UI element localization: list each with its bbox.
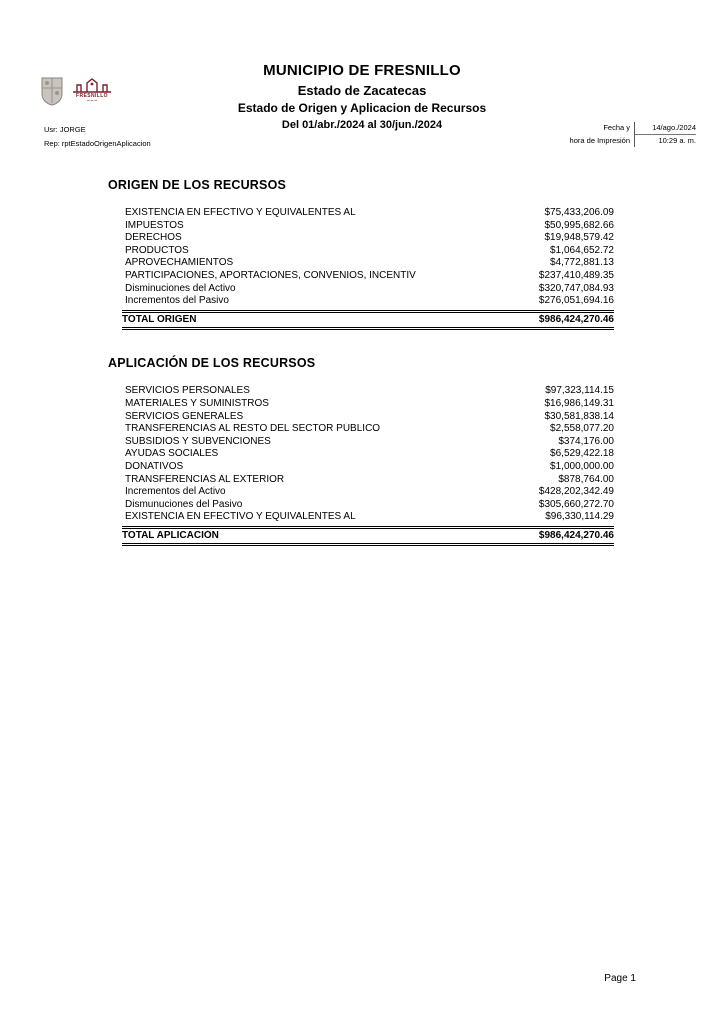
row-amount: $16,986,149.31 [544,397,614,409]
report-row [125,283,614,296]
row-amount: $19,948,579.42 [544,232,614,244]
row-label: SUBSIDIOS Y SUBVENCIONES [125,435,271,447]
row-label: IMPUESTOS [125,219,184,231]
fresnillo-logo-text: FRESNILLO [76,93,108,99]
row-amount: $428,202,342.49 [538,486,614,498]
report-row [125,385,614,398]
row-amount: $1,064,652.72 [550,244,614,256]
report-header [0,0,724,131]
report-row [125,411,614,424]
user-label: Usr: JORGE [44,125,86,134]
row-amount: $878,764.00 [558,473,614,485]
aplicacion-rows [125,385,614,524]
row-label: EXISTENCIA EN EFECTIVO Y EQUIVALENTES AL [125,511,356,523]
row-amount: $2,558,077.20 [550,423,614,435]
print-time: 10:29 a. m. [634,135,696,147]
row-amount: $50,995,682.66 [544,219,614,231]
origen-rows [125,207,614,308]
report-row [125,398,614,411]
report-row [125,245,614,258]
row-label: APROVECHAMIENTOS [125,257,234,269]
report-row [125,486,614,499]
section-origen [108,178,614,330]
report-row [125,270,614,283]
section-title-aplicacion: APLICACIÓN DE LOS RECURSOS [108,356,316,371]
print-label-line1: Fecha y [603,123,630,132]
state-subtitle: Estado de Zacatecas [297,83,427,98]
page-number: Page 1 [604,973,636,984]
row-amount: $305,660,272.70 [538,498,614,510]
report-row [125,499,614,512]
row-label: Disminuciones del Activo [125,282,236,294]
report-row [125,207,614,220]
report-meta-left [44,123,151,151]
row-amount: $97,323,114.15 [545,385,614,397]
total-row-aplicacion [122,526,614,547]
row-label: PRODUCTOS [125,244,189,256]
row-label: DERECHOS [125,232,182,244]
row-label: AYUDAS SOCIALES [125,448,219,460]
total-label-aplicacion: TOTAL APLICACIÓN [122,529,219,541]
row-amount: $237,410,489.35 [538,269,614,281]
report-row [125,461,614,474]
report-name: Estado de Origen y Aplicacion de Recursos [237,101,487,115]
print-date: 14/ago./2024 [634,122,696,135]
row-label: Dismunuciones del Pasivo [125,498,243,510]
report-row [125,232,614,245]
row-label: PARTICIPACIONES, APORTACIONES, CONVENIOS, INCENTIV [125,269,416,281]
row-amount: $30,581,838.14 [544,410,614,422]
fresnillo-logo [71,76,113,104]
total-row-origen [122,310,614,331]
row-amount: $4,772,881.13 [550,257,614,269]
total-amount-origen: $986,424,270.46 [538,313,614,325]
report-row [125,474,614,487]
report-row [125,436,614,449]
report-row [125,511,614,524]
row-label: SERVICIOS PERSONALES [125,385,250,397]
report-content [108,178,614,572]
logo-group [40,76,113,111]
row-amount: $320,747,084.93 [538,282,614,294]
report-row [125,257,614,270]
total-amount-aplicacion: $986,424,270.46 [538,529,614,541]
row-label: MATERIALES Y SUMINISTROS [125,397,269,409]
coat-of-arms-icon [40,76,64,111]
row-amount: $96,330,114.29 [545,511,614,523]
row-label: DONATIVOS [125,460,184,472]
row-label: EXISTENCIA EN EFECTIVO Y EQUIVALENTES AL [125,207,356,218]
fresnillo-logo-script: ~~~ [86,99,98,104]
print-info [570,122,696,147]
row-label: TRANSFERENCIAS AL RESTO DEL SECTOR PÚBLICO [125,423,381,435]
municipality-title: MUNICIPIO DE FRESNILLO [263,62,461,79]
row-label: TRANSFERENCIAS AL EXTERIOR [125,473,285,485]
row-amount: $75,433,206.09 [544,207,614,218]
row-amount: $1,000,000.00 [550,460,614,472]
report-row [125,295,614,308]
report-row [125,220,614,233]
row-label: SERVICIOS GENERALES [125,410,244,422]
report-id-label: Rep: rptEstadoOrigenAplicacion [44,139,151,148]
row-label: Incrementos del Activo [125,486,226,498]
row-label: Incrementos del Pasivo [125,295,229,307]
section-title-origen: ORIGEN DE LOS RECURSOS [108,178,287,192]
report-row [125,423,614,436]
total-label-origen: TOTAL ORIGEN [122,313,197,325]
row-amount: $276,051,694.16 [538,295,614,307]
building-icon [71,76,113,94]
report-row [125,448,614,461]
row-amount: $374,176.00 [558,435,614,447]
print-label-line2: hora de Impresión [569,136,630,145]
section-aplicacion [108,356,614,546]
row-amount: $6,529,422.18 [550,448,614,460]
report-period: Del 01/abr./2024 al 30/jun./2024 [281,119,443,131]
page-footer [604,973,636,984]
